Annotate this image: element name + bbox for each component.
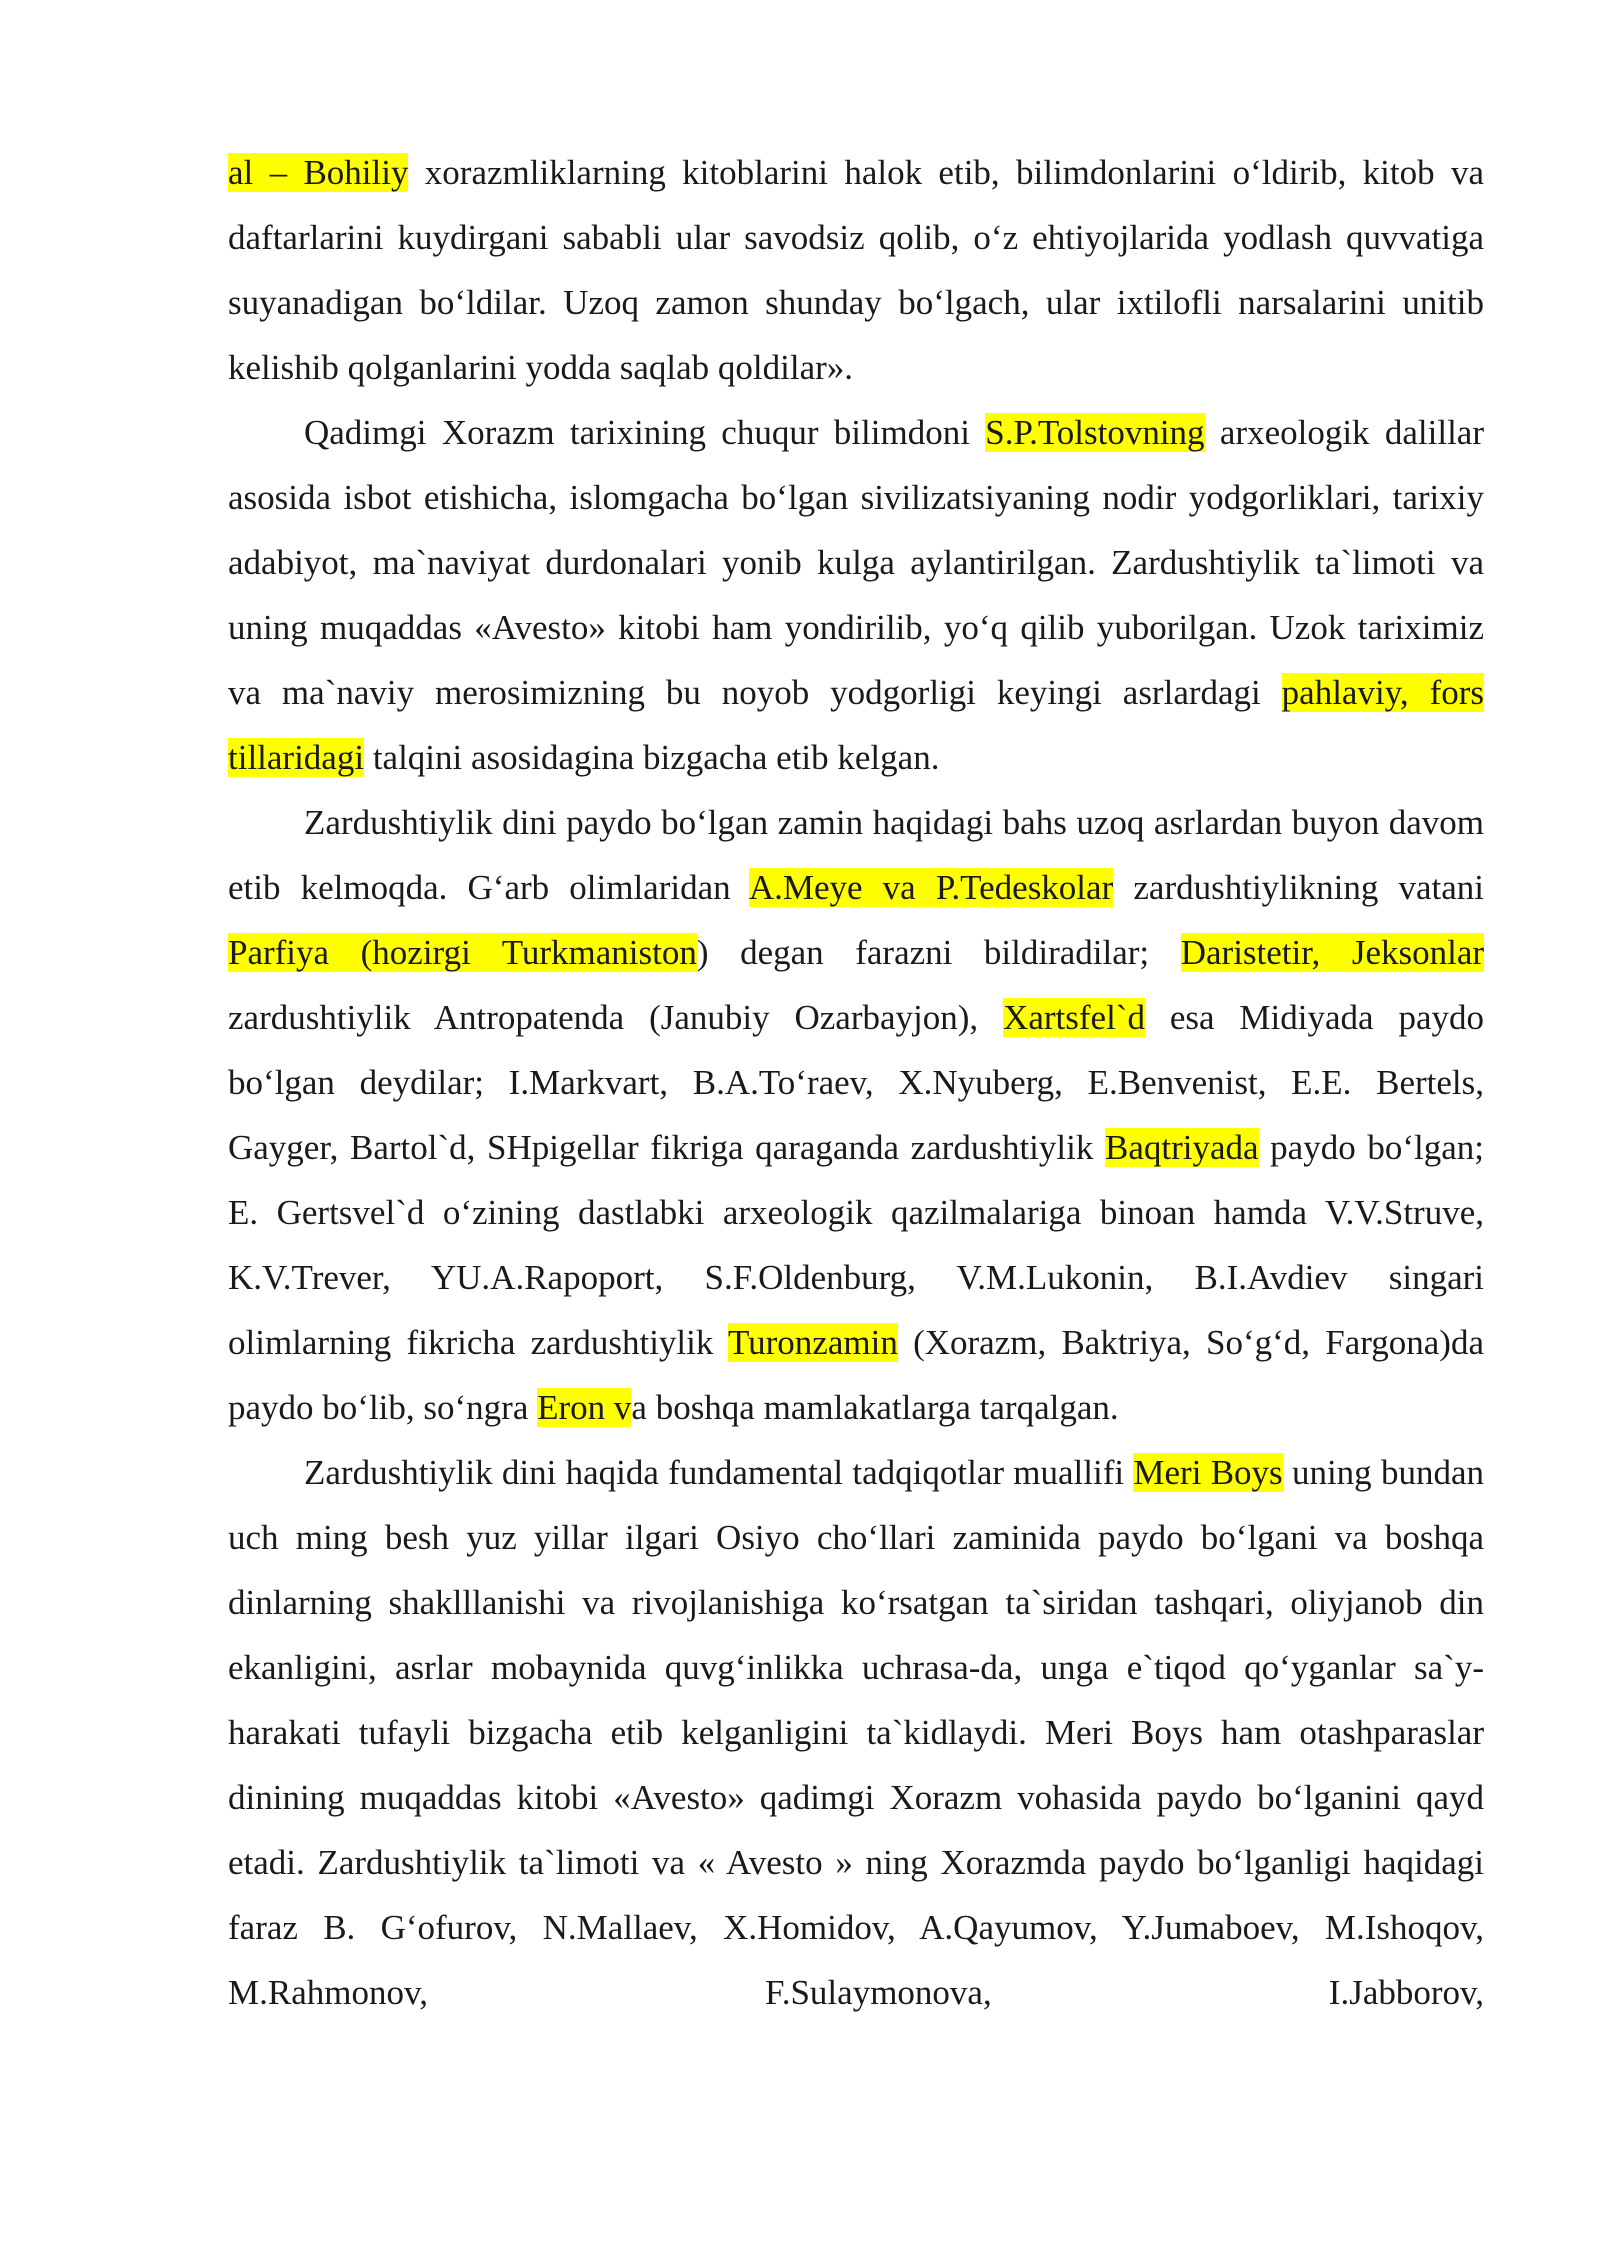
highlighted-text: Turonzamin [728,1323,898,1362]
paragraph-4 [228,1440,1484,2025]
text-run: (Xorazm, Baktriya, So‘g‘d, Fargona)da paydo bo‘lib, so‘ngra [228,1323,1484,1427]
text-run: Zardushtiylik dini paydo bo‘lgan zamin haqidagi bahs uzoq asrlardan buyon davom etib kelmoqda. G‘arb olimlaridan [228,803,1484,907]
body-text [228,140,1484,2025]
text-run: ) degan farazni bildiradilar; [696,933,1181,972]
text-run: zardushtiylikning vatani [1113,868,1484,907]
highlighted-text: Parfiya (hozirgi Turkmaniston [228,933,697,972]
highlighted-text: Eron v [537,1388,632,1427]
paragraph-1 [228,140,1484,400]
text-run: zardushtiylik Antropatenda (Janubiy Ozarbayjon), [228,998,1004,1037]
text-run: Qadimgi Xorazm tarixining chuqur bilimdoni [304,413,986,452]
text-run: arxeologik dalillar asosida isbot etishicha, islomgacha bo‘lgan sivilizatsiyaning nodir yodgorliklari, tarixiy adabiyot, ma`naviyat durdonalari yonib kulga aylantirilgan. Zardushtiylik ta`limoti va uning muqaddas «Avesto» kitobi ham yondirilib, yo‘q qilib yuborilgan. Uzok tariximiz va ma`naviy merosimizning bu noyob yodgorligi keyingi asrlardagi [228,413,1485,712]
highlighted-text: S.P.Tolstovning [985,413,1205,452]
paragraph-3 [228,790,1484,1440]
highlighted-text: Meri Boys [1133,1453,1283,1492]
text-run: xorazmliklarning kitoblarini halok etib, bilimdonlarini o‘ldirib, kitob va daftarlarini kuydirgani sababli ular savodsiz qolib, o‘z ehtiyojlarida yodlash quvvatiga suyanadigan bo‘ldilar. Uzoq zamon shunday bo‘lgach, ular ixtilofli narsalarini unitib kelishib qolganlarini yodda saqlab qoldilar». [228,153,1485,387]
text-run: Zardushtiylik dini haqida fundamental tadqiqotlar muallifi [304,1453,1134,1492]
highlighted-text: al – Bohiliy [228,153,409,192]
highlighted-text: pahlaviy, fors tillaridagi [228,673,1484,777]
highlighted-text: Xartsfel`d [1003,998,1145,1037]
text-run: talqini asosidagina bizgacha etib kelgan. [364,738,940,777]
text-run: paydo bo‘lgan; E. Gertsvel`d o‘zining dastlabki arxeologik qazilmalariga binoan hamda V.V.Struve, K.V.Trever, YU.A.Rapoport, S.F.Oldenburg, V.M.Lukonin, B.I.Avdiev singari olimlarning fikricha zardushtiylik [228,1128,1484,1362]
highlighted-text: A.Meye va P.Tedeskolar [748,868,1114,907]
text-run: esa Midiyada paydo bo‘lgan deydilar; I.Markvart, B.A.To‘raev, X.Nyuberg, E.Benvenist, E.E. Bertels, Gayger, Bartol`d, SHpigellar fikriga qaraganda zardushtiylik [228,998,1484,1167]
text-run: uning bundan uch ming besh yuz yillar ilgari Osiyo cho‘llari zaminida paydo bo‘lgani va boshqa dinlarning shaklllanishi va rivojlanishiga ko‘rsatgan ta`siridan tashqari, oliyjanob din ekanligini, asrlar mobaynida quvg‘inlikka uchrasa-da, unga e`tiqod qo‘yganlar sa`y-harakati tufayli bizgacha etib kelganligini ta`kidlaydi. Meri Boys ham otashparaslar dinining muqaddas kitobi «Avesto» qadimgi Xorazm vohasida paydo bo‘lganini qayd etadi. Zardushtiylik ta`limoti va « Avesto » ning Xorazmda paydo bo‘lganligi haqidagi faraz B. G‘ofurov, N.Mallaev, X.Homidov, A.Qayumov, Y.Jumaboev, M.Ishoqov, M.Rahmonov, F.Sulaymonova, I.Jabborov, [228,1453,1484,2012]
highlighted-text: Baqtriyada [1104,1128,1259,1167]
paragraph-2 [228,400,1484,790]
text-run: a boshqa mamlakatlarga tarqalgan. [631,1388,1119,1427]
highlighted-text: Daristetir, Jeksonlar [1180,933,1485,972]
